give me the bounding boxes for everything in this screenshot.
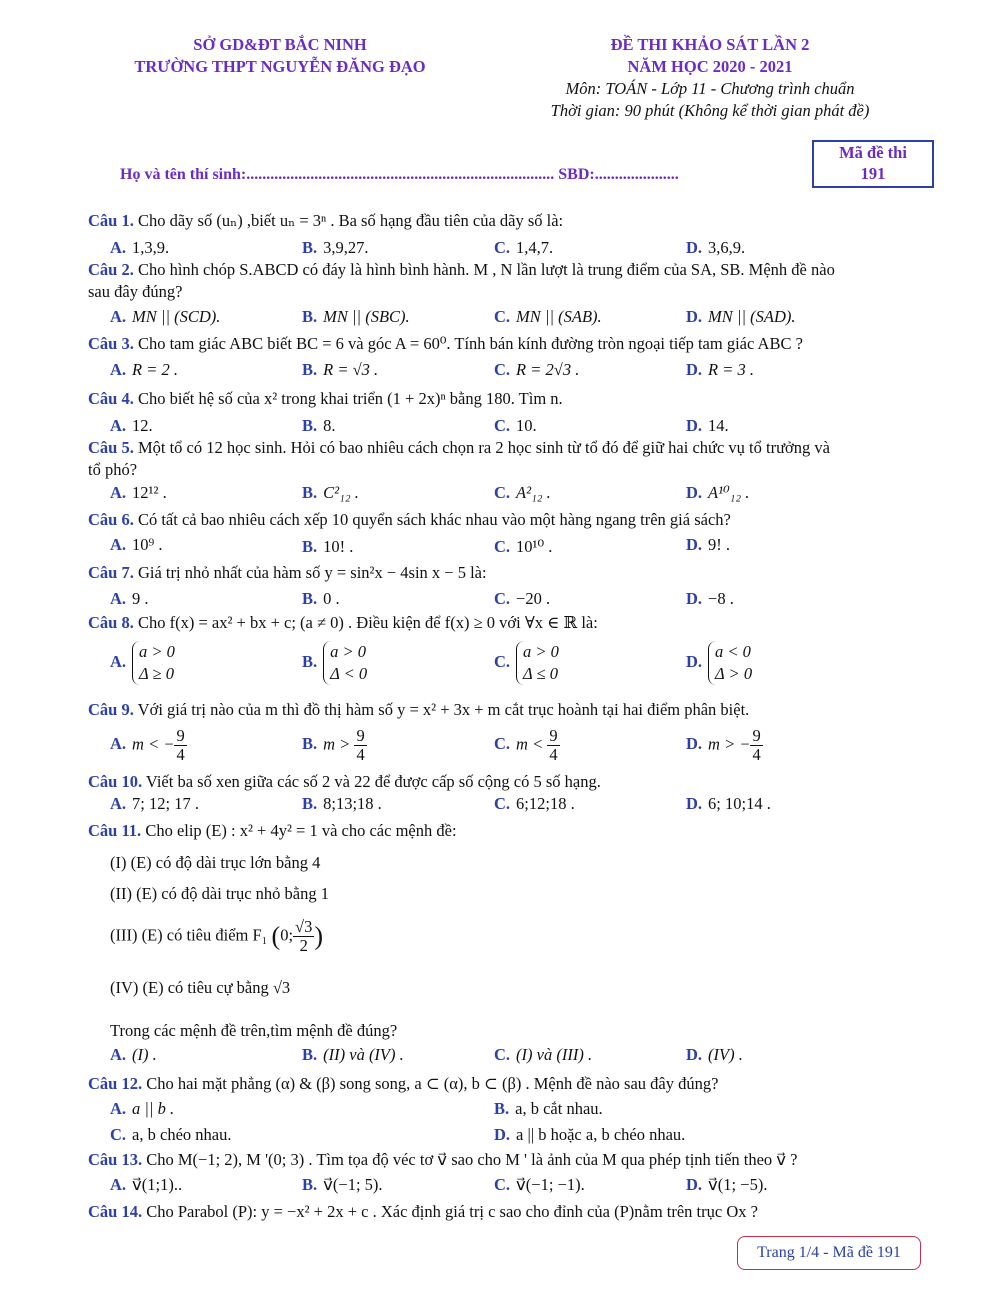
q8-option-d: D.a < 0 Δ > 0 — [686, 642, 753, 683]
question-10: Câu 10. Viết ba số xen giữa các số 2 và 22 để được cấp số cộng có 5 số hạng. — [88, 772, 601, 791]
exam-code-box — [812, 140, 934, 188]
question-7: Câu 7. Giá trị nhỏ nhất của hàm số y = sin²x − 4sin x − 5 là: — [88, 563, 487, 582]
q2-option-d: D. MN || (SAD). — [686, 307, 796, 326]
question-5: Câu 5. Một tổ có 12 học sinh. Hỏi có bao nhiêu cách chọn ra 2 học sinh từ tổ đó để giữ hai chức vụ tổ trưởng và tổ phó? — [88, 438, 830, 479]
question-3: Câu 3. Cho tam giác ABC biết BC = 6 và góc A = 60⁰. Tính bán kính đường tròn ngoại tiếp tam giác ABC ? — [88, 334, 803, 353]
q11-option-c: C. (I) và (III) . — [494, 1045, 593, 1064]
q6-option-a: A. 10⁹ . — [110, 535, 163, 554]
q3-option-a: A. R = 2 . — [110, 360, 179, 379]
question-8: Câu 8. Cho f(x) = ax² + bx + c; (a ≠ 0) . Điều kiện để f(x) ≥ 0 với ∀x ∈ ℝ là: — [88, 613, 598, 632]
q12-option-b: B. a, b cắt nhau. — [494, 1099, 603, 1118]
q12-option-a: A. a || b . — [110, 1099, 175, 1118]
q4-option-c: C. 10. — [494, 416, 537, 435]
q9-option-d: D. m > − $\frac{9}{4}$ — [686, 726, 761, 764]
q6-option-d: D. 9! . — [686, 535, 731, 554]
q11-statement-3: (III) (E) có tiêu điểm F₁ (0; $\frac{√3}{2}$ ) — [110, 917, 324, 955]
q12-option-d: D. a || b hoặc a, b chéo nhau. — [494, 1125, 686, 1144]
q2-option-b: B. MN || (SBC). — [302, 307, 410, 326]
school-year: NĂM HỌC 2020 - 2021 — [627, 57, 793, 76]
q4-option-b: B. 8. — [302, 416, 336, 435]
q13-option-d: D. v⃗(1; −5). — [686, 1175, 768, 1194]
q7-option-b: B. 0 . — [302, 589, 340, 608]
q9-option-b: B. m > $\frac{9}{4}$ — [302, 726, 365, 764]
q4-option-a: A. 12. — [110, 416, 153, 435]
q5-option-a: A. 12¹² . — [110, 483, 167, 502]
school-info — [110, 34, 450, 78]
exam-info — [520, 34, 900, 122]
page-footer: Trang 1/4 - Mã đề 191 — [737, 1236, 921, 1270]
q7-option-c: C. −20 . — [494, 589, 551, 608]
question-14: Câu 14. Cho Parabol (P): y = −x² + 2x + c . Xác định giá trị c sao cho đỉnh của (P)nằm trên trục Ox ? — [88, 1202, 758, 1221]
q6-option-b: B. 10! . — [302, 537, 354, 556]
q11-option-a: A. (I) . — [110, 1045, 157, 1064]
q8-option-c: C.a > 0 Δ ≤ 0 — [494, 642, 559, 683]
q5-option-c: C. A²₁₂ . — [494, 483, 551, 502]
q1-option-c: C. 1,4,7. — [494, 238, 554, 257]
q10-option-a: A. 7; 12; 17 . — [110, 794, 199, 813]
q11-statement-4: (IV) (E) có tiêu cự bằng √3 — [110, 978, 291, 997]
q11-statement-1: (I) (E) có độ dài trục lớn bằng 4 — [110, 853, 321, 872]
question-9: Câu 9. Với giá trị nào của m thì đồ thị hàm số y = x² + 3x + m cắt trục hoành tại hai điểm phân biệt. — [88, 700, 750, 719]
question-2: Câu 2. Cho hình chóp S.ABCD có đáy là hình bình hành. M , N lần lượt là trung điểm của SA, SB. Mệnh đề nào sau đây đúng? — [88, 260, 835, 301]
q13-option-b: B. v⃗(−1; 5). — [302, 1175, 383, 1194]
q3-option-c: C. R = 2√3 . — [494, 360, 580, 379]
q3-option-b: B. R = √3 . — [302, 360, 379, 379]
q6-option-c: C. 10¹⁰ . — [494, 537, 553, 556]
question-13: Câu 13. Cho M(−1; 2), M '(0; 3) . Tìm tọa độ véc tơ v⃗ sao cho M ' là ảnh của M qua phép tịnh tiến theo v⃗ ? — [88, 1150, 798, 1169]
q2-option-a: A. MN || (SCD). — [110, 307, 221, 326]
q3-option-d: D. R = 3 . — [686, 360, 755, 379]
duration: Thời gian: 90 phút (Không kể thời gian phát đề) — [550, 101, 870, 120]
question-12: Câu 12. Cho hai mặt phẳng (α) & (β) song song, a ⊂ (α), b ⊂ (β) . Mệnh đề nào sau đây đúng? — [88, 1074, 719, 1093]
q13-option-a: A. v⃗(1;1).. — [110, 1175, 183, 1194]
q1-option-a: A. 1,3,9. — [110, 238, 170, 257]
q5-option-b: B. C²₁₂ . — [302, 483, 359, 502]
exam-title: ĐỀ THI KHẢO SÁT LẦN 2 — [610, 35, 810, 54]
q11-prompt: Trong các mệnh đề trên,tìm mệnh đề đúng? — [110, 1021, 398, 1040]
exam-code-value: 191 — [860, 164, 886, 183]
candidate-line: Họ và tên thí sinh:............................................................................. SBD:..................... — [120, 166, 679, 183]
question-11: Câu 11. Cho elip (E) : x² + 4y² = 1 và cho các mệnh đề: — [88, 821, 457, 840]
q1-option-b: B. 3,9,27. — [302, 238, 369, 257]
q8-option-a: A.a > 0 Δ ≥ 0 — [110, 642, 175, 683]
q5-option-d: D. A¹⁰₁₂ . — [686, 483, 750, 502]
q12-option-c: C. a, b chéo nhau. — [110, 1125, 232, 1144]
question-1 — [88, 210, 928, 232]
q11-statement-2: (II) (E) có độ dài trục nhỏ bằng 1 — [110, 884, 330, 903]
q11-option-b: B. (II) và (IV) . — [302, 1045, 404, 1064]
department-name: SỞ GD&ĐT BẮC NINH — [193, 35, 367, 54]
school-name: TRƯỜNG THPT NGUYỄN ĐĂNG ĐẠO — [134, 57, 426, 76]
q7-option-a: A. 9 . — [110, 589, 149, 608]
q1-option-d: D. 3,6,9. — [686, 238, 746, 257]
q8-option-b: B.a > 0 Δ < 0 — [302, 642, 368, 683]
q13-option-c: C. v⃗(−1; −1). — [494, 1175, 585, 1194]
q7-option-d: D. −8 . — [686, 589, 734, 608]
q9-option-c: C. m < $\frac{9}{4}$ — [494, 726, 558, 764]
subject: Môn: TOÁN - Lớp 11 - Chương trình chuẩn — [565, 79, 855, 98]
q10-option-c: C. 6;12;18 . — [494, 794, 575, 813]
question-text: Cho dãy số (uₙ) ,biết uₙ = 3ⁿ . Ba số hạng đầu tiên của dãy số là: — [137, 211, 564, 230]
q11-option-d: D. (IV) . — [686, 1045, 743, 1064]
exam-code-label: Mã đề thi — [839, 143, 907, 162]
q2-option-c: C. MN || (SAB). — [494, 307, 602, 326]
question-4: Câu 4. Cho biết hệ số của x² trong khai triển (1 + 2x)ⁿ bằng 180. Tìm n. — [88, 389, 563, 408]
question-number: Câu 1. — [88, 211, 134, 230]
q10-option-b: B. 8;13;18 . — [302, 794, 382, 813]
q4-option-d: D. 14. — [686, 416, 729, 435]
question-6: Câu 6. Có tất cả bao nhiêu cách xếp 10 quyển sách khác nhau vào một hàng ngang trên giá sách? — [88, 510, 731, 529]
q9-option-a: A. m < − $\frac{9}{4}$ — [110, 726, 185, 764]
q10-option-d: D. 6; 10;14 . — [686, 794, 771, 813]
